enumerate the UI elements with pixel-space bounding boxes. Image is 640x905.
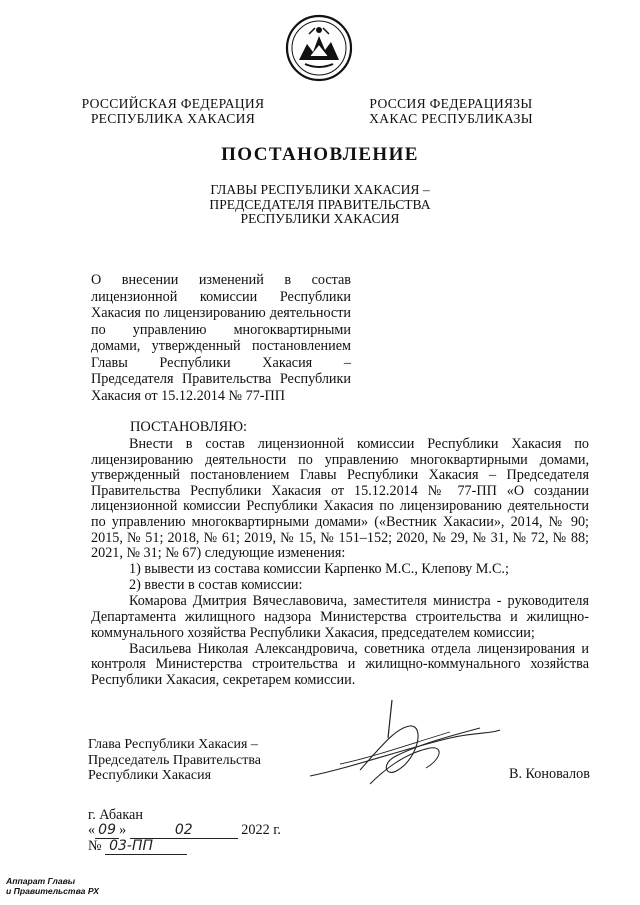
header-right-line2: ХАКАС РЕСПУБЛИКАЗЫ [369, 111, 533, 126]
header-right [358, 96, 544, 126]
stamp-line2: и Правительства РХ [6, 886, 99, 896]
handwritten-signature-icon [300, 698, 510, 798]
document-body [91, 437, 589, 689]
body-paragraph-3: Васильева Николая Александровича, советника отдела лицензирования и контроля Министерства строительства и жилищно-коммунального хозяйства Республики Хакасия, секретарем комиссии. [91, 640, 589, 688]
document-subtitle [0, 183, 640, 227]
body-item-2: 2) ввести в состав комиссии: [129, 577, 303, 594]
date-year: 2022 г. [241, 822, 281, 838]
about-clause: О внесении изменений в состав лицензионной комиссии Республики Хакасия по лицензированию деятельности по управлению многоквартирными домами, утвержденный постановлением Главы Республики Хакасия – Председателя Правительства Республики Хакасия от 15.12.2014 № 77-ПП [91, 272, 351, 404]
subtitle-line1: ГЛАВЫ РЕСПУБЛИКИ ХАКАСИЯ – [210, 182, 430, 197]
document-number [88, 838, 187, 855]
header-left-line2: РЕСПУБЛИКА ХАКАСИЯ [90, 111, 256, 126]
office-stamp [6, 876, 99, 896]
body-item-1: 1) вывести из состава комиссии Карпенко М.С., Клепову М.С.; [129, 561, 509, 578]
signatory-title-line3: Республики Хакасия [88, 768, 212, 784]
document-date [88, 822, 281, 839]
stamp-line1: Аппарат Главы [6, 876, 76, 886]
number-value: 03-ПП [105, 838, 187, 855]
coat-of-arms-emblem-icon [285, 14, 353, 82]
document-title: ПОСТАНОВЛЕНИЕ [221, 144, 419, 165]
date-close-quote: » [119, 822, 127, 838]
signer-name: В. Коновалов [509, 766, 590, 782]
date-day: 09 [95, 822, 119, 839]
body-paragraph-1: Внести в состав лицензионной комиссии Республики Хакасия по лицензированию деятельности по управлению многоквартирными домами, утвержденный постановлением Главы Республики Хакасия – Председателя Правительства Республики Хакасия от 15.12.2014 № 77-ПП «О создании лицензионной комиссии Республики Хакасия по лицензированию деятельности по управлению многоквартирными домами» («Вестник Хакасии», 2014, № 90; 2015, № 51; 2018, № 61; 2019, № 15, № 151–152; 2020, № 29, № 31, № 72, № 88; 2021, № 31; № 67) следующие изменения: [91, 436, 589, 562]
subtitle-line2: ПРЕДСЕДАТЕЛЯ ПРАВИТЕЛЬСТВА [209, 196, 431, 212]
number-sign: № [88, 838, 102, 854]
decree-word: ПОСТАНОВЛЯЮ: [130, 419, 248, 435]
signature-block [88, 737, 261, 784]
subtitle-line3: РЕСПУБЛИКИ ХАКАСИЯ [240, 211, 400, 226]
body-paragraph-2: Комарова Дмитрия Вячеславовича, заместителя министра - руководителя Департамента жилищного надзора Министерства строительства и жилищно-коммунального хозяйства Республики Хакасия, председателем комиссии; [91, 593, 589, 641]
date-month: 02 [130, 822, 238, 839]
header-right-line1: РОССИЯ ФЕДЕРАЦИЯЗЫ [369, 96, 533, 111]
date-open-quote: « [88, 822, 96, 838]
header-left [78, 96, 268, 126]
signatory-title-line1: Глава Республики Хакасия – [88, 737, 258, 752]
header-left-line1: РОССИЙСКАЯ ФЕДЕРАЦИЯ [81, 96, 265, 111]
signatory-title-line2: Председатель Правительства [88, 752, 261, 768]
place-of-issue: г. Абакан [88, 807, 143, 823]
